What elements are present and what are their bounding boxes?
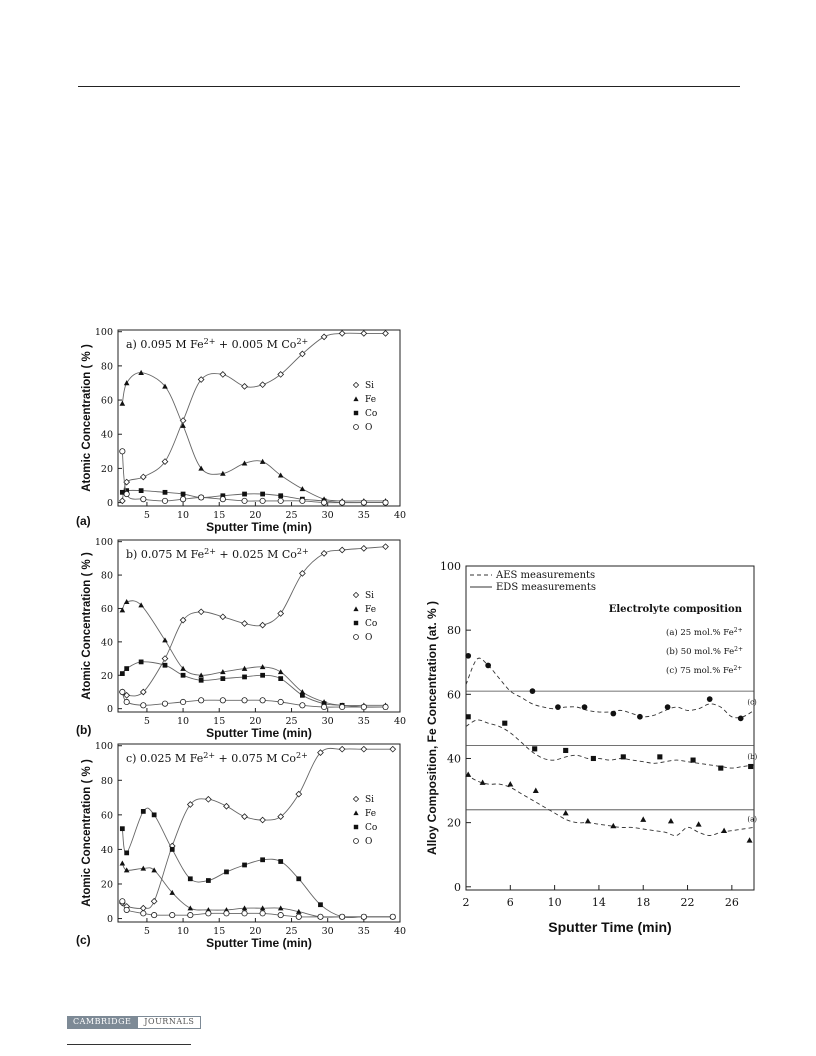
legend-label-o: O xyxy=(365,837,373,847)
annotation-text: (c) 75 mol.% Fe xyxy=(666,666,734,676)
series-line-si xyxy=(122,748,393,908)
chart-title-part: + 0.075 M Co xyxy=(215,752,297,765)
chart-title-part: b) 0.075 M Fe xyxy=(126,548,205,561)
x-tick-label: 22 xyxy=(680,896,695,909)
data-point-co xyxy=(260,857,265,862)
x-tick-label: 10 xyxy=(177,716,190,727)
data-point-o xyxy=(220,497,225,502)
series-label-a: (a) xyxy=(747,815,757,824)
data-point-a xyxy=(610,823,616,828)
data-point-o xyxy=(120,689,125,694)
data-point-o xyxy=(339,704,344,709)
data-point-si xyxy=(321,551,327,557)
chart-svg xyxy=(76,736,412,950)
legend-marker-si xyxy=(353,592,358,597)
data-point-o xyxy=(383,500,388,505)
data-point-a xyxy=(668,818,674,823)
x-tick-label: 5 xyxy=(143,926,150,937)
data-point-b xyxy=(621,754,626,759)
y-tick-label: 100 xyxy=(94,537,113,549)
legend-label-co: Co xyxy=(365,619,378,629)
chart-svg xyxy=(422,556,756,942)
logo-left-text: CAMBRIDGE xyxy=(67,1016,137,1029)
plot-frame xyxy=(118,330,400,506)
data-point-si xyxy=(260,622,266,628)
x-tick-label: 6 xyxy=(506,896,514,909)
data-point-b xyxy=(502,721,507,726)
data-point-b xyxy=(532,746,537,751)
data-point-si xyxy=(141,474,147,480)
y-tick-label: 20 xyxy=(100,463,113,475)
data-point-o xyxy=(278,498,283,503)
x-tick-label: 10 xyxy=(177,926,190,937)
data-point-b xyxy=(718,766,723,771)
data-point-o xyxy=(278,699,283,704)
data-point-o xyxy=(224,911,229,916)
data-point-co xyxy=(242,492,247,497)
data-point-o xyxy=(206,911,211,916)
x-tick-label: 30 xyxy=(321,716,334,727)
data-point-si xyxy=(220,372,226,378)
data-point-o xyxy=(188,912,193,917)
data-point-o xyxy=(120,449,125,454)
data-point-a xyxy=(585,818,591,823)
data-point-co xyxy=(206,878,211,883)
legend-label-co: Co xyxy=(365,823,378,833)
x-axis-label: Sputter Time (min) xyxy=(206,520,312,534)
data-point-a xyxy=(747,837,753,842)
chart-title xyxy=(126,337,308,352)
legend-label-o: O xyxy=(365,633,373,643)
legend-label-si: Si xyxy=(365,381,375,391)
data-point-b xyxy=(657,754,662,759)
x-tick-label: 35 xyxy=(357,510,370,521)
x-tick-label: 14 xyxy=(591,896,606,909)
data-point-co xyxy=(120,671,125,676)
data-point-co xyxy=(278,493,283,498)
y-tick-label: 100 xyxy=(94,741,113,753)
data-point-co xyxy=(163,663,168,668)
x-tick-label: 20 xyxy=(249,926,262,937)
data-point-co xyxy=(278,859,283,864)
y-tick-label: 80 xyxy=(100,570,113,582)
data-point-o xyxy=(296,914,301,919)
series-line-o xyxy=(122,692,385,707)
data-point-co xyxy=(260,673,265,678)
x-tick-label: 15 xyxy=(213,716,226,727)
data-point-fe xyxy=(198,466,204,471)
data-point-si xyxy=(383,331,389,337)
x-tick-label: 15 xyxy=(213,926,226,937)
data-point-co xyxy=(170,847,175,852)
data-point-a xyxy=(533,788,539,793)
x-tick-label: 20 xyxy=(249,510,262,521)
data-point-c xyxy=(707,696,713,702)
x-tick-label: 5 xyxy=(143,716,150,727)
x-tick-label: 15 xyxy=(213,510,226,521)
y-tick-label: 80 xyxy=(100,775,113,787)
header-rule xyxy=(78,86,740,87)
data-point-co xyxy=(188,876,193,881)
data-point-o xyxy=(361,704,366,709)
x-tick-label: 10 xyxy=(177,510,190,521)
data-point-o xyxy=(124,699,129,704)
annotation-sup: 2+ xyxy=(733,664,743,672)
data-point-co xyxy=(124,850,129,855)
data-point-si xyxy=(339,746,345,752)
chart-title-sup: 2+ xyxy=(203,750,216,760)
data-point-o xyxy=(242,498,247,503)
legend-marker-o xyxy=(354,839,359,844)
data-point-b xyxy=(466,714,471,719)
y-tick-label: 0 xyxy=(454,880,461,894)
legend-marker-si xyxy=(353,796,358,801)
chart-title xyxy=(126,547,309,562)
legend-marker-co xyxy=(354,411,358,415)
data-point-o xyxy=(151,912,156,917)
data-point-co xyxy=(296,876,301,881)
annotation-text: (b) 50 mol.% Fe xyxy=(666,647,735,657)
data-point-co xyxy=(120,826,125,831)
chart-title-part: + 0.005 M Co xyxy=(215,338,297,351)
x-tick-label: 30 xyxy=(321,510,334,521)
x-axis-label: Sputter Time (min) xyxy=(206,936,312,950)
data-point-co xyxy=(163,490,168,495)
x-tick-label: 40 xyxy=(393,510,407,521)
legend-label-eds: EDS measurements xyxy=(496,582,596,593)
legend-marker-fe xyxy=(353,396,358,401)
data-point-o xyxy=(318,914,323,919)
data-point-si xyxy=(198,609,204,615)
data-point-o xyxy=(383,704,388,709)
y-tick-label: 0 xyxy=(106,498,113,510)
data-point-co xyxy=(152,812,157,817)
data-point-co xyxy=(199,678,204,683)
data-point-o xyxy=(242,911,247,916)
data-point-si xyxy=(339,331,345,337)
legend-marker-fe xyxy=(353,606,358,611)
data-point-fe xyxy=(162,637,168,642)
x-tick-label: 30 xyxy=(321,926,334,937)
data-point-o xyxy=(300,498,305,503)
series-line-co xyxy=(122,808,393,918)
series-line-si xyxy=(122,547,385,696)
data-point-o xyxy=(361,914,366,919)
legend-label-co: Co xyxy=(365,409,378,419)
legend-label-fe: Fe xyxy=(365,605,377,615)
data-point-si xyxy=(220,614,226,620)
data-point-o xyxy=(260,911,265,916)
data-point-o xyxy=(220,698,225,703)
depth-profile-chart-c xyxy=(76,736,412,950)
depth-profile-chart-a xyxy=(76,322,412,534)
x-axis-label: Sputter Time (min) xyxy=(548,919,672,935)
data-point-a xyxy=(640,816,646,821)
data-point-si xyxy=(361,546,367,552)
data-point-b xyxy=(591,756,596,761)
x-tick-label: 40 xyxy=(393,926,407,937)
data-point-fe xyxy=(120,401,126,406)
data-point-co xyxy=(242,863,247,868)
data-point-co xyxy=(242,675,247,680)
x-tick-label: 35 xyxy=(357,926,370,937)
annotation-sup: 2+ xyxy=(733,626,743,634)
data-point-b xyxy=(563,748,568,753)
data-point-si xyxy=(242,621,248,627)
y-tick-label: 40 xyxy=(447,752,461,766)
y-tick-label: 60 xyxy=(447,688,461,702)
data-point-o xyxy=(260,698,265,703)
data-point-o xyxy=(141,911,146,916)
data-point-o xyxy=(260,498,265,503)
data-point-co xyxy=(278,676,283,681)
x-tick-label: 35 xyxy=(357,716,370,727)
chart-title-sup: 2+ xyxy=(296,546,309,556)
legend-marker-si xyxy=(353,382,358,387)
data-point-o xyxy=(141,497,146,502)
chart-title xyxy=(126,751,308,766)
data-point-si xyxy=(361,331,367,337)
data-point-b xyxy=(691,758,696,763)
y-axis-label: Alloy Composition, Fe Concentration (at. % ) xyxy=(425,600,439,856)
data-point-o xyxy=(198,698,203,703)
data-point-o xyxy=(124,491,129,496)
legend-label-o: O xyxy=(365,423,373,433)
data-point-o xyxy=(180,497,185,502)
data-point-o xyxy=(321,500,326,505)
legend-marker-fe xyxy=(353,810,358,815)
x-tick-label: 25 xyxy=(285,926,298,937)
data-point-co xyxy=(318,902,323,907)
legend-marker-o xyxy=(354,635,359,640)
y-tick-label: 100 xyxy=(94,327,113,339)
chart-title-sup: 2+ xyxy=(296,750,308,760)
series-label-c: (c) xyxy=(747,698,757,707)
series-line-fe xyxy=(122,601,385,706)
data-point-fe xyxy=(120,860,126,865)
y-tick-label: 0 xyxy=(106,704,113,716)
y-tick-label: 0 xyxy=(106,914,113,926)
y-tick-label: 40 xyxy=(100,429,113,441)
legend-label-fe: Fe xyxy=(365,809,377,819)
x-tick-label: 20 xyxy=(249,716,262,727)
annotation-line xyxy=(666,646,743,658)
x-axis-label: Sputter Time (min) xyxy=(206,726,312,740)
chart-svg xyxy=(76,322,412,534)
data-point-si xyxy=(321,334,327,340)
data-point-fe xyxy=(151,867,157,872)
data-point-o xyxy=(339,500,344,505)
data-point-fe xyxy=(300,486,306,491)
data-point-si xyxy=(206,797,212,803)
series-line-si xyxy=(122,333,385,501)
data-point-fe xyxy=(124,380,130,385)
annotation-title: Electrolyte composition xyxy=(608,604,742,615)
data-point-o xyxy=(278,912,283,917)
footer-rule xyxy=(67,1044,191,1045)
series-line-o xyxy=(122,451,385,502)
y-axis-label: Atomic Concentration ( % ) xyxy=(81,552,93,700)
data-point-c xyxy=(530,688,536,694)
data-point-co xyxy=(181,673,186,678)
y-tick-label: 60 xyxy=(100,603,113,615)
chart-title-sup: 2+ xyxy=(204,546,216,556)
series-line-o xyxy=(122,901,393,917)
data-point-si xyxy=(151,898,157,904)
data-point-co xyxy=(220,676,225,681)
plot-frame xyxy=(118,744,400,922)
panel-label-c: (c) xyxy=(76,933,91,947)
chart-title-part: c) 0.025 M Fe xyxy=(126,752,204,765)
chart-svg xyxy=(76,532,412,740)
data-point-fe xyxy=(188,905,194,910)
x-tick-label: 18 xyxy=(636,896,651,909)
data-point-a xyxy=(721,828,727,833)
data-point-c xyxy=(465,653,471,659)
data-point-o xyxy=(120,899,125,904)
data-point-si xyxy=(260,817,266,823)
y-axis-label: Atomic Concentration ( % ) xyxy=(81,759,93,907)
data-point-si xyxy=(162,656,168,662)
alloy-composition-chart xyxy=(422,556,756,942)
x-tick-label: 10 xyxy=(547,896,562,909)
annotation-text: (a) 25 mol.% Fe xyxy=(666,628,734,638)
data-point-c xyxy=(637,714,643,720)
data-point-si xyxy=(242,384,248,390)
annotation-sup: 2+ xyxy=(734,645,743,653)
data-point-si xyxy=(260,382,266,388)
y-tick-label: 80 xyxy=(100,361,113,373)
y-tick-label: 60 xyxy=(100,810,113,822)
aes-curve-b xyxy=(466,720,754,768)
data-point-c xyxy=(738,716,744,722)
data-point-co xyxy=(124,666,129,671)
data-point-co xyxy=(224,870,229,875)
data-point-a xyxy=(507,781,513,786)
depth-profile-chart-b xyxy=(76,532,412,740)
y-tick-label: 20 xyxy=(447,816,461,830)
legend-marker-co xyxy=(354,621,358,625)
chart-title-part: + 0.025 M Co xyxy=(215,548,297,561)
series-line-fe xyxy=(122,373,385,501)
data-point-o xyxy=(162,498,167,503)
data-point-si xyxy=(383,544,389,550)
data-point-co xyxy=(141,809,146,814)
x-tick-label: 26 xyxy=(724,896,739,909)
data-point-o xyxy=(321,704,326,709)
data-point-si xyxy=(361,746,367,752)
chart-title-sup: 2+ xyxy=(296,336,309,346)
legend-marker-co xyxy=(354,825,358,829)
data-point-o xyxy=(242,698,247,703)
y-tick-label: 40 xyxy=(100,844,113,856)
data-point-fe xyxy=(278,669,284,674)
data-point-c xyxy=(610,711,616,717)
data-point-co xyxy=(181,492,186,497)
series-line-fe xyxy=(122,863,393,917)
y-tick-label: 20 xyxy=(100,670,113,682)
data-point-b xyxy=(748,764,753,769)
data-point-si xyxy=(296,791,302,797)
x-tick-label: 2 xyxy=(462,896,470,909)
y-tick-label: 100 xyxy=(440,560,461,573)
data-point-o xyxy=(339,914,344,919)
data-point-o xyxy=(198,495,203,500)
data-point-si xyxy=(141,905,147,911)
data-point-c xyxy=(485,663,491,669)
series-label-b: (b) xyxy=(747,752,758,761)
x-tick-label: 25 xyxy=(285,716,298,727)
data-point-c xyxy=(555,704,561,710)
data-point-si xyxy=(390,746,396,752)
logo-right-text: JOURNALS xyxy=(137,1016,201,1029)
x-tick-label: 40 xyxy=(393,716,407,727)
legend-label-fe: Fe xyxy=(365,395,377,405)
data-point-si xyxy=(339,547,345,553)
data-point-c xyxy=(665,704,671,710)
data-point-co xyxy=(300,693,305,698)
chart-title-part: a) 0.095 M Fe xyxy=(126,338,204,351)
legend-label-si: Si xyxy=(365,591,375,601)
data-point-a xyxy=(696,821,702,826)
journal-logo xyxy=(67,1016,201,1029)
data-point-o xyxy=(180,699,185,704)
y-tick-label: 20 xyxy=(100,879,113,891)
y-tick-label: 80 xyxy=(447,624,461,638)
data-point-si xyxy=(224,803,230,809)
annotation-line xyxy=(666,665,742,677)
x-tick-label: 25 xyxy=(285,510,298,521)
data-point-o xyxy=(170,912,175,917)
data-point-co xyxy=(260,492,265,497)
panel-label-a: (a) xyxy=(76,514,91,528)
data-point-o xyxy=(124,907,129,912)
data-point-o xyxy=(162,701,167,706)
data-point-co xyxy=(139,660,144,665)
data-point-o xyxy=(390,914,395,919)
data-point-si xyxy=(242,814,248,820)
chart-title-sup: 2+ xyxy=(203,336,216,346)
data-point-co xyxy=(139,488,144,493)
data-point-a xyxy=(563,810,569,815)
panel-label-b: (b) xyxy=(76,723,92,737)
legend-label-aes: AES measurements xyxy=(496,570,596,581)
annotation-line xyxy=(666,627,743,639)
y-tick-label: 60 xyxy=(100,395,113,407)
legend-marker-o xyxy=(354,425,359,430)
y-tick-label: 40 xyxy=(100,637,113,649)
legend-label-si: Si xyxy=(365,795,375,805)
data-point-o xyxy=(300,703,305,708)
y-axis-label: Atomic Concentration ( % ) xyxy=(81,344,93,492)
data-point-o xyxy=(361,500,366,505)
data-point-o xyxy=(141,703,146,708)
data-point-c xyxy=(582,704,588,710)
x-tick-label: 5 xyxy=(143,510,150,521)
